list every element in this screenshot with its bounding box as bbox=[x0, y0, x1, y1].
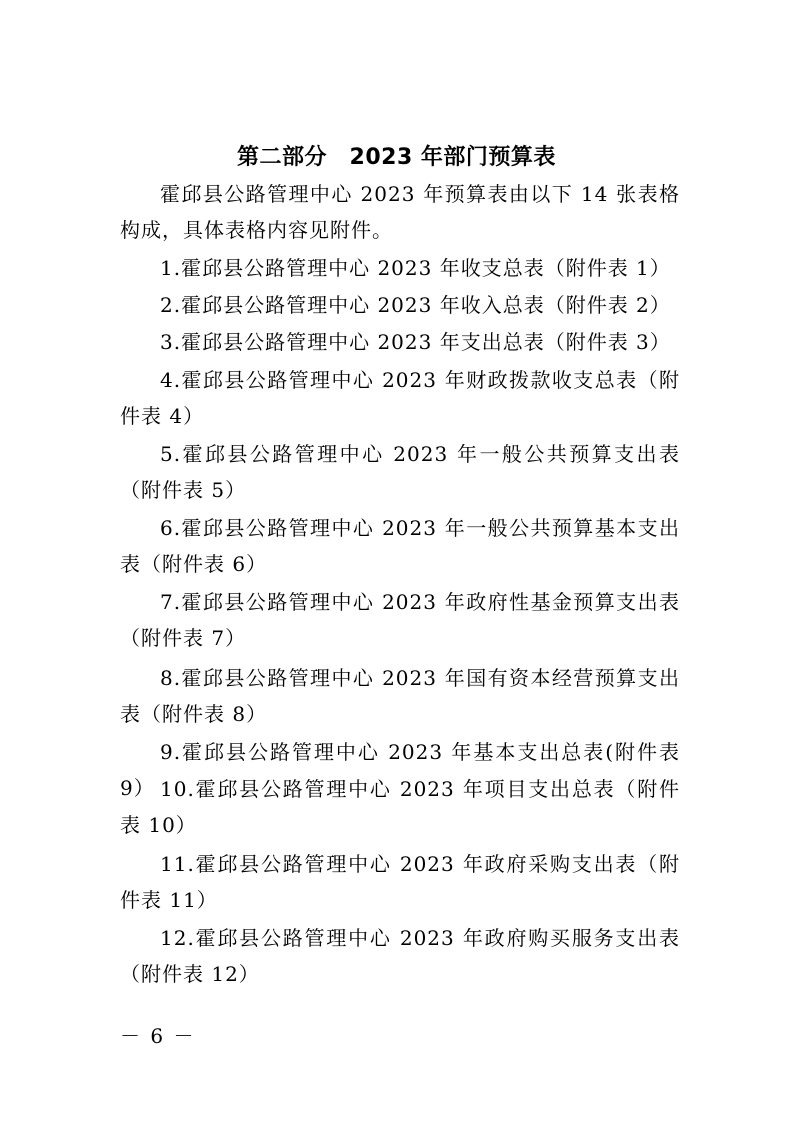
list-item: 5.霍邱县公路管理中心 2023 年一般公共预算支出表（附件表 5） bbox=[120, 442, 680, 502]
list-item: 11.霍邱县公路管理中心 2023 年政府采购支出表（附件表 11） bbox=[120, 852, 680, 912]
list-item: 12.霍邱县公路管理中心 2023 年政府购买服务支出表（附件表 12） bbox=[120, 926, 680, 986]
list-item: 8.霍邱县公路管理中心 2023 年国有资本经营预算支出表（附件表 8） bbox=[120, 666, 680, 726]
list-item: 1.霍邱县公路管理中心 2023 年收支总表（附件表 1） bbox=[160, 256, 671, 280]
list-item: 3.霍邱县公路管理中心 2023 年支出总表（附件表 3） bbox=[160, 330, 671, 354]
list-item: 10.霍邱县公路管理中心 2023 年项目支出总表（附件表 10） bbox=[120, 777, 680, 837]
page-title: 第二部分 2023 年部门预算表 bbox=[237, 145, 556, 170]
page-number: － 6 － bbox=[120, 1024, 196, 1048]
list-item: 6.霍邱县公路管理中心 2023 年一般公共预算基本支出表（附件表 6） bbox=[120, 516, 680, 576]
list-item: 7.霍邱县公路管理中心 2023 年政府性基金预算支出表（附件表 7） bbox=[120, 590, 680, 650]
list-item: 2.霍邱县公路管理中心 2023 年收入总表（附件表 2） bbox=[160, 293, 671, 317]
list-item: 4.霍邱县公路管理中心 2023 年财政拨款收支总表（附件表 4） bbox=[120, 368, 680, 428]
list-item: 9.霍邱县公路管理中心 2023 年基本支出总表(附件表 9） bbox=[120, 740, 680, 800]
intro-paragraph: 霍邱县公路管理中心 2023 年预算表由以下 14 张表格构成，具体表格内容见附件。 bbox=[120, 182, 680, 242]
